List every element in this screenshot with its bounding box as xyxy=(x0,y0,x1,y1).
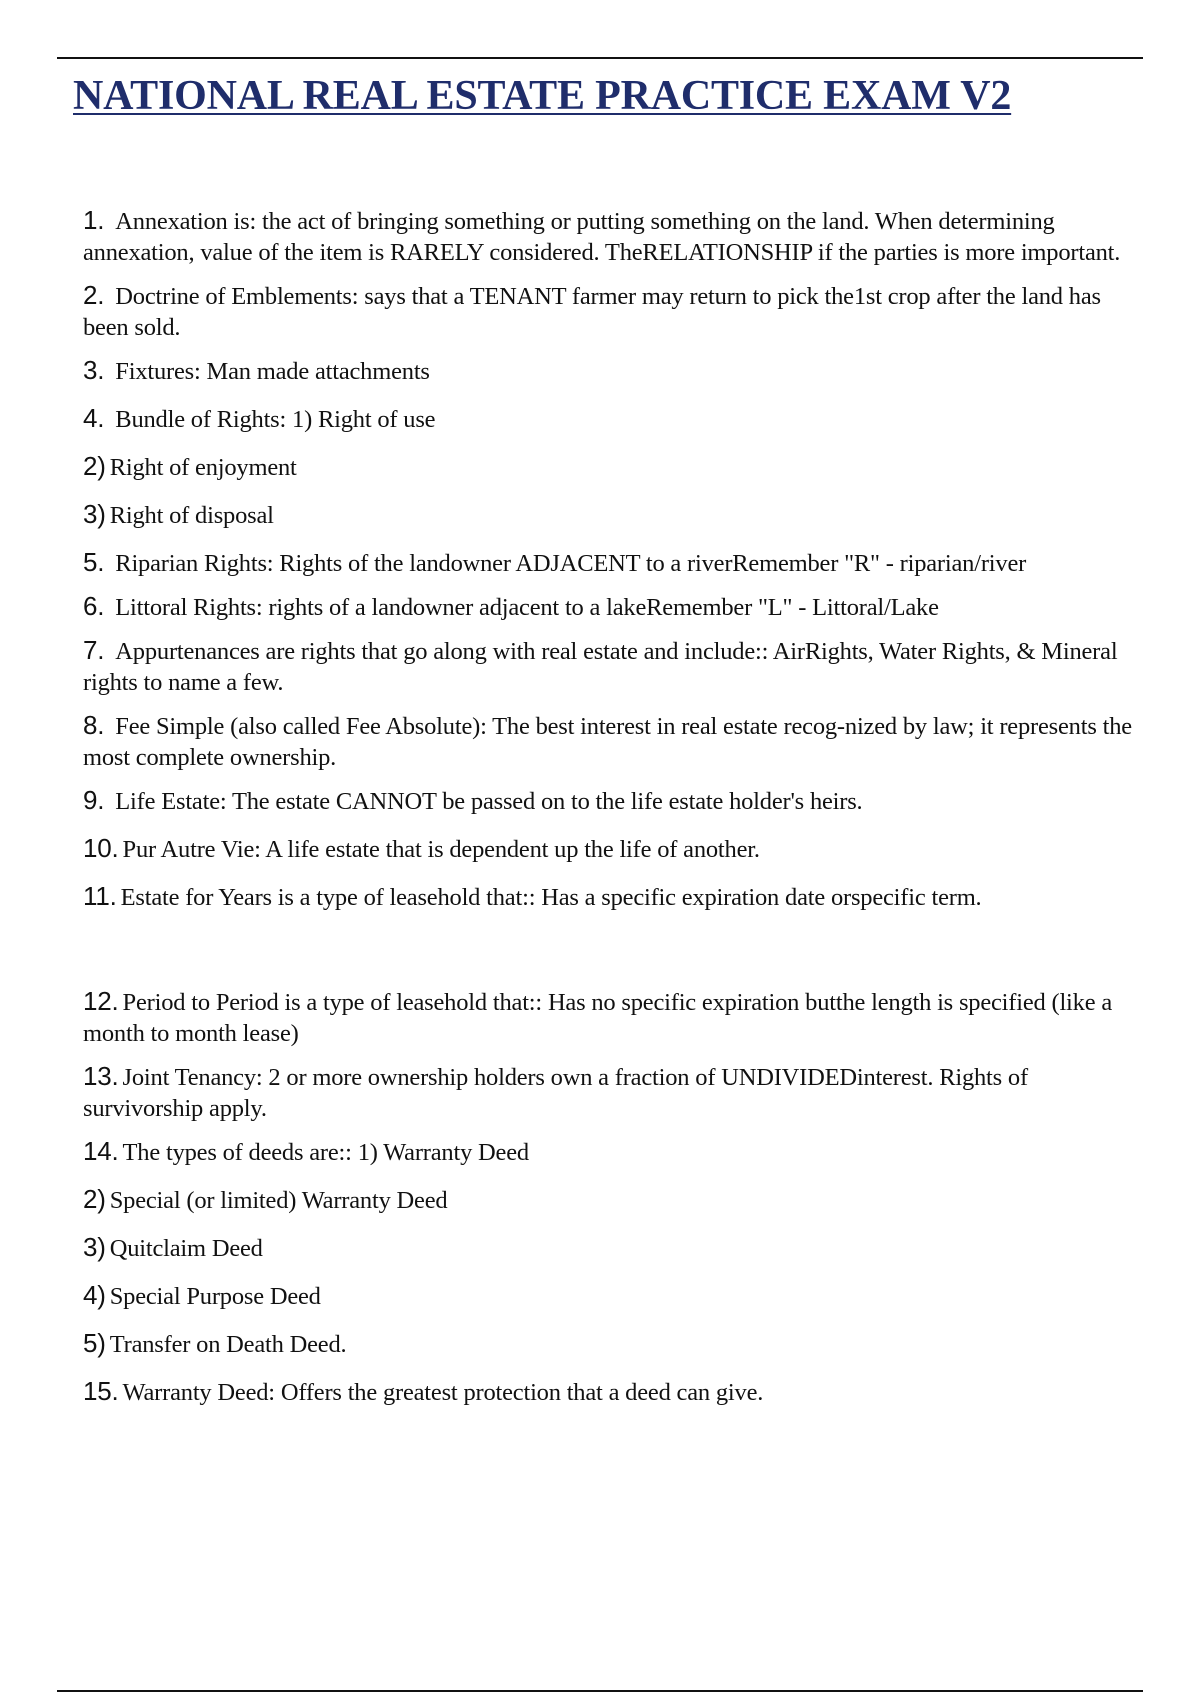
item-text: Fee Simple (also called Fee Absolute): The best interest in real estate recog-nized by law; it represents the most complete ownership. xyxy=(83,713,1132,771)
item-number: 4) xyxy=(83,1280,106,1310)
item-number: 9. xyxy=(83,785,105,815)
list-item xyxy=(83,547,1143,579)
list-item xyxy=(83,1376,1143,1408)
top-rule xyxy=(57,57,1143,59)
item-text: Estate for Years is a type of leasehold that:: Has a specific expiration date orspecific term. xyxy=(120,884,982,911)
item-text: Pur Autre Vie: A life estate that is dependent up the life of another. xyxy=(122,836,760,863)
list-item xyxy=(83,986,1143,1049)
item-text: Annexation is: the act of bringing something or putting something on the land. When determining annexation, value of the item is RARELY considered. TheRELATIONSHIP if the parties is more important. xyxy=(83,208,1121,266)
item-number: 3) xyxy=(83,1232,106,1262)
item-text: Warranty Deed: Offers the greatest protection that a deed can give. xyxy=(122,1379,764,1406)
list-item xyxy=(83,881,1143,913)
list-item xyxy=(83,591,1143,623)
item-text: Right of disposal xyxy=(109,502,274,529)
item-number: 4. xyxy=(83,403,105,433)
item-text: Special Purpose Deed xyxy=(109,1283,321,1310)
list-item xyxy=(83,280,1143,343)
item-text: Joint Tenancy: 2 or more ownership holders own a fraction of UNDIVIDEDinterest. Rights of survivorship apply. xyxy=(83,1064,1028,1122)
list-item xyxy=(83,403,1143,435)
item-text: Transfer on Death Deed. xyxy=(109,1331,347,1358)
item-number: 2. xyxy=(83,280,105,310)
item-number: 8. xyxy=(83,710,105,740)
item-number: 2) xyxy=(83,1184,106,1214)
question-list xyxy=(83,205,1143,1408)
item-number: 14. xyxy=(83,1136,119,1166)
list-item xyxy=(83,833,1143,865)
item-text: Bundle of Rights: 1) Right of use xyxy=(115,406,436,433)
item-text: Special (or limited) Warranty Deed xyxy=(109,1187,448,1214)
item-number: 10. xyxy=(83,833,119,863)
item-text: Littoral Rights: rights of a landowner adjacent to a lakeRemember "L" - Littoral/Lake xyxy=(115,594,939,621)
list-item xyxy=(83,355,1143,387)
item-number: 3. xyxy=(83,355,105,385)
list-item xyxy=(83,1280,1143,1312)
item-text: Fixtures: Man made attachments xyxy=(115,358,430,385)
page-title: NATIONAL REAL ESTATE PRACTICE EXAM V2 xyxy=(73,73,1012,119)
list-item xyxy=(83,1184,1143,1216)
list-item xyxy=(83,499,1143,531)
item-number: 12. xyxy=(83,986,119,1016)
list-item xyxy=(83,1061,1143,1124)
item-number: 1. xyxy=(83,205,105,235)
item-number: 3) xyxy=(83,499,106,529)
item-number: 5. xyxy=(83,547,105,577)
item-text: The types of deeds are:: 1) Warranty Deed xyxy=(122,1139,529,1166)
list-item xyxy=(83,635,1143,698)
item-number: 7. xyxy=(83,635,105,665)
item-number: 15. xyxy=(83,1376,119,1406)
item-number: 6. xyxy=(83,591,105,621)
item-text: Right of enjoyment xyxy=(109,454,297,481)
item-text: Appurtenances are rights that go along with real estate and include:: AirRights, Water Rights, & Mineral rights to name a few. xyxy=(83,638,1118,696)
item-text: Doctrine of Emblements: says that a TENANT farmer may return to pick the1st crop after the land has been sold. xyxy=(83,283,1101,341)
item-text: Riparian Rights: Rights of the landowner ADJACENT to a riverRemember "R" - riparian/river xyxy=(115,550,1027,577)
list-item xyxy=(83,1328,1143,1360)
list-item xyxy=(83,205,1143,268)
item-number: 13. xyxy=(83,1061,119,1091)
list-item xyxy=(83,1136,1143,1168)
list-item xyxy=(83,451,1143,483)
list-item xyxy=(83,1232,1143,1264)
list-item xyxy=(83,785,1143,817)
item-text: Quitclaim Deed xyxy=(109,1235,263,1262)
list-item xyxy=(83,710,1143,773)
item-number: 5) xyxy=(83,1328,106,1358)
item-text: Period to Period is a type of leasehold that:: Has no specific expiration butthe length is specified (like a month to month lease) xyxy=(83,989,1112,1047)
item-text: Life Estate: The estate CANNOT be passed on to the life estate holder's heirs. xyxy=(115,788,863,815)
item-number: 11. xyxy=(83,881,117,911)
bottom-rule xyxy=(57,1690,1143,1692)
item-number: 2) xyxy=(83,451,106,481)
